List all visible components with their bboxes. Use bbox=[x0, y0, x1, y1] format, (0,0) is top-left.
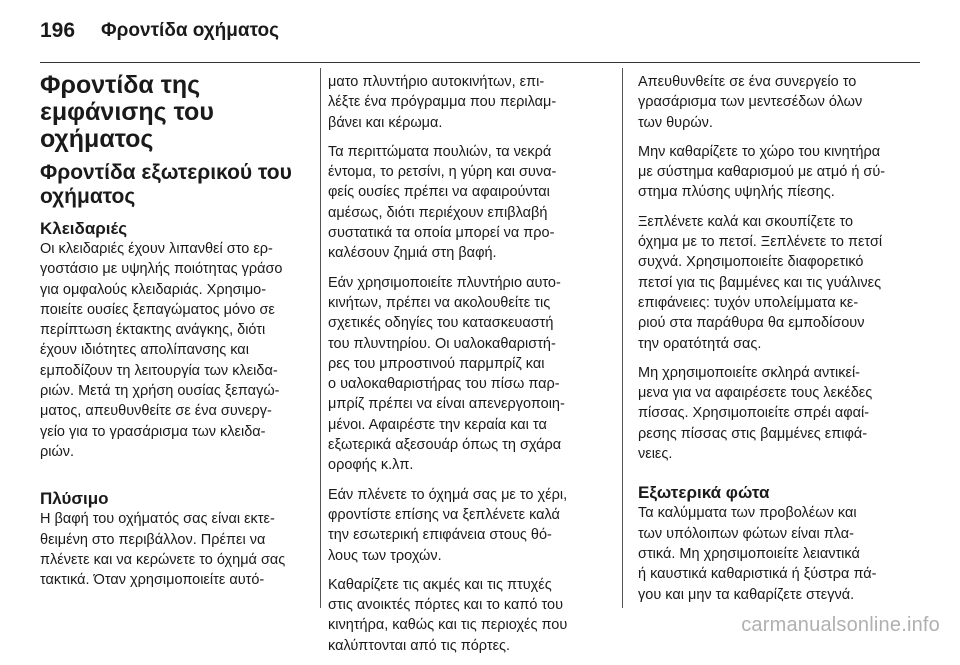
page-number: 196 bbox=[40, 19, 76, 42]
paragraph: Τα περιττώματα πουλιών, τα νεκρά έντομα, το ρετσίνι, η γύρη και συνα- φείς ουσίες πρέπει να αφαιρούνται αμέσως, διότι περιέχουν επιβλαβή συστατικά τα οποία μπορεί να προ- καλέσουν ζημιά στη βαφή. bbox=[328, 143, 557, 262]
wash-text: Η βαφή του οχήματός σας είναι εκτε- θειμένη στο περιβάλλον. Πρέπει να πλένετε και να κερώνετε το όχημά σας τακτικά. Όταν χρησιμοποιείτε αυτό- bbox=[40, 511, 286, 589]
page-header bbox=[40, 14, 920, 48]
column-2 bbox=[328, 72, 606, 665]
header-rule bbox=[40, 62, 920, 63]
paragraph: Καθαρίζετε τις ακμές και τις πτυχές στις ανοικτές πόρτες και το καπό του κινητήρα, καθώς και τις περιοχές που καλύπτονται από τις πόρτες. bbox=[328, 576, 568, 654]
column-1 bbox=[40, 72, 312, 599]
paragraph: Ξεπλένετε καλά και σκουπίζετε το όχημα με το πετσί. Ξεπλένετε το πετσί συχνά. Χρησιμοποιείτε διαφορετικό πετσί για τις βαμμένες και τις γυάλινες επιφάνειες: τυχόν υπολείμματα κε- ριού στα παράθυρα θα εμποδίσουν την ορατότητά σας. bbox=[638, 213, 883, 352]
lights-text: Τα καλύμματα των προβολέων και των υπόλοιπων φώτων είναι πλα- στικά. Μη χρησιμοποιείτε λειαντικά ή καυστικά καθαριστικά ή ξύστρα πά- γου και μην τα καθαρίζετε στεγνά. bbox=[638, 505, 877, 603]
running-title: Φροντίδα οχήματος bbox=[101, 20, 280, 41]
watermark: carmanualsonline.info bbox=[741, 614, 940, 636]
wash-heading: Πλύσιμο bbox=[40, 489, 109, 509]
subsection-title: Φροντίδα εξωτερικού του οχήματος bbox=[40, 161, 292, 208]
paragraph: Μη χρησιμοποιείτε σκληρά αντικεί- μενα για να αφαιρέσετε τους λεκέδες πίσσας. Χρησιμοποιείτε σπρέι αφαί- ρεσης πίσσας στις βαμμένες επιφά- νειες. bbox=[638, 364, 873, 463]
paragraph: Εάν πλένετε το όχημά σας με το χέρι, φροντίστε επίσης να ξεπλένετε καλά την εσωτερική επιφάνεια στους θό- λους των τροχών. bbox=[328, 486, 568, 564]
paragraph: Μην καθαρίζετε το χώρο του κινητήρα με σύστημα καθαρισμού με ατμό ή σύ- στημα πλύσης υψηλής πίεσης. bbox=[638, 143, 886, 201]
column-3 bbox=[638, 72, 916, 614]
lights-heading: Εξωτερικά φώτα bbox=[638, 483, 770, 503]
paragraph: ματο πλυντήριο αυτοκινήτων, επι- λέξτε ένα πρόγραμμα που περιλαμ- βάνει και κέρωμα. bbox=[328, 74, 557, 131]
section-title: Φροντίδα της εμφάνισης του οχήματος bbox=[40, 71, 214, 153]
paragraph: Απευθυνθείτε σε ένα συνεργείο το γρασάρισμα των μεντεσέδων όλων των θυρών. bbox=[638, 74, 863, 131]
column-divider-1 bbox=[320, 68, 321, 608]
paragraph: Εάν χρησιμοποιείτε πλυντήριο αυτο- κινήτων, πρέπει να ακολουθείτε τις σχετικές οδηγίες του κατασκευαστή του πλυντηρίου. Οι υαλοκαθαριστή- ρες του μπροστινού παρμπρίζ και ο υαλοκαθαριστήρας του πίσω παρ- μπρίζ πρέπει να είναι απενεργοποιη- μένοι. Αφαιρέστε την κεραία και τα εξωτερικά αξεσουάρ όπως τη σχάρα οροφής κ.λπ. bbox=[328, 274, 565, 474]
locks-text: Οι κλειδαριές έχουν λιπανθεί στο ερ- γοστάσιο με υψηλής ποιότητας γράσο για ομφαλούς κλειδαριάς. Χρησιμο- ποιείτε ουσίες ξεπαγώματος μόνο σε περίπτωση έκτακτης ανάγκης, διότι έχουν ιδιότητες απολίπανσης και εμποδίζουν τη λειτουργία των κλειδα- ριών. Μετά τη χρήση ουσίας ξεπαγώ- ματος, απευθυνθείτε σε ένα συνεργ- γείο για το γρασάρισμα των κλειδα- ριών. bbox=[40, 241, 283, 460]
locks-heading: Κλειδαριές bbox=[40, 219, 128, 238]
column-divider-2 bbox=[622, 68, 623, 608]
